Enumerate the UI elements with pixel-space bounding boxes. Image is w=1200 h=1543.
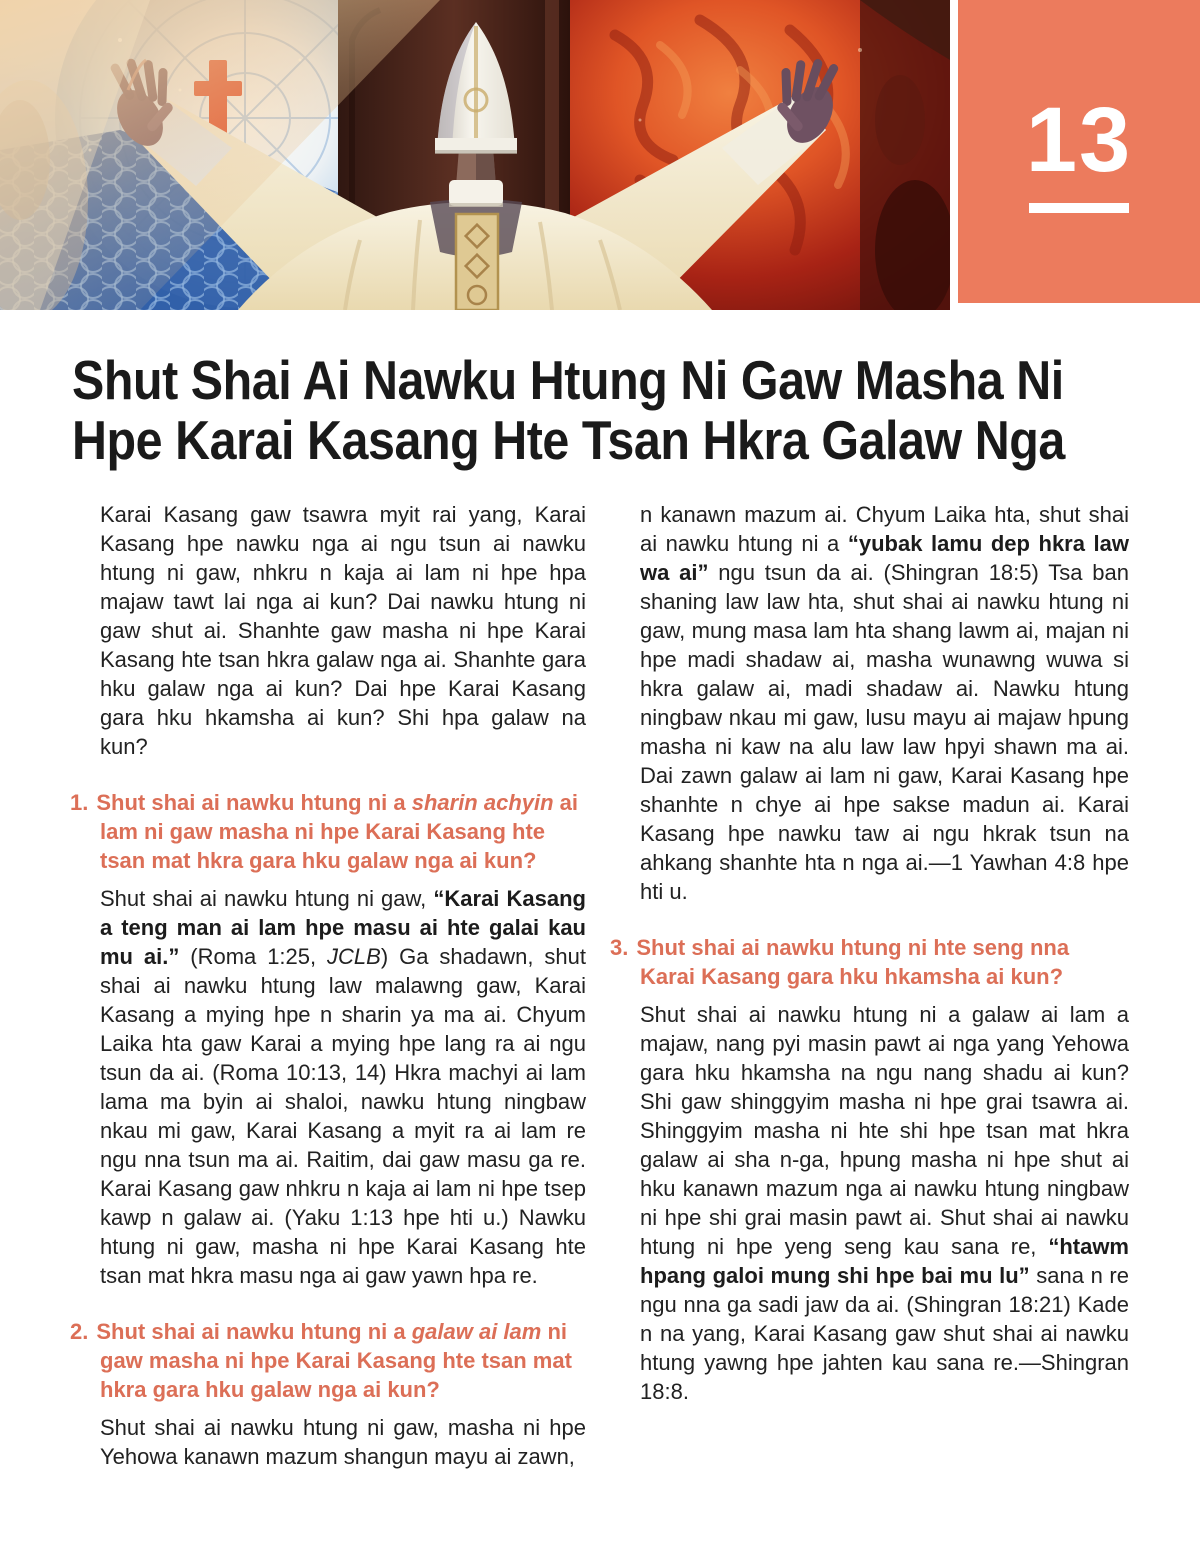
- hero-image: [0, 0, 950, 310]
- paragraph-1-text-2: (Roma 1:25,: [179, 944, 328, 969]
- chapter-number-badge: [958, 0, 1200, 303]
- paragraph-2: [100, 1413, 586, 1471]
- question-1-italic: sharin achyin: [411, 790, 554, 815]
- paragraph-3-text-2: ngu tsun da ai. (Shingran 18:5) Tsa ban shaning law law hta, shut shai ai nawku htung ni gaw, mung masa lam hta shang lawm ai, majan ni hpe madi shadaw ai, masha wunawng wuwa si hkra galaw ai, madi shadaw ai. Nawku htung ningbaw nkau mi gaw, lusu mayu ai majaw hpung masha ni kaw na alu law law hpyi shawn ma ai. Dai zawn galaw ai lam ni gaw, Karai Kasang hpe shanhte n chye ai hpe sakse madun ai. Karai Kasang hpe nawku taw ai ngu hkrak tsun na ahkang shanhte hta n nga ai.—1 Yawhan 4:8 hpe hti u.: [640, 560, 1129, 904]
- paragraph-4: [640, 1000, 1129, 1406]
- question-1-text-cont: ai lam ni gaw masha ni hpe Karai Kasang hte tsan mat hkra gara hku galaw nga ai kun?: [100, 790, 579, 873]
- chapter-number-underline: [1029, 203, 1129, 213]
- question-3: [610, 933, 1129, 991]
- paragraph-4-scripture-quote: “htawm hpang galoi mung shi hpe bai mu lu”: [640, 1234, 1129, 1288]
- paragraph-3-scripture-quote: “yubak lamu dep hkra law wa ai”: [640, 531, 1129, 585]
- question-3-number: 3.: [610, 935, 629, 960]
- question-2-text-cont: ni gaw masha ni hpe Karai Kasang hte tsan mat hkra gara hku galaw nga ai kun?: [100, 1319, 572, 1402]
- hero-image-scene: [0, 0, 950, 310]
- question-3-text: Shut shai ai nawku htung ni hte seng nna Karai Kasang gara hku hkamsha ai kun?: [636, 935, 1070, 989]
- paragraph-3: [640, 500, 1129, 906]
- chapter-number: 13: [1025, 89, 1133, 191]
- paragraph-1-text-3: ) Ga shadawn, shut shai ai nawku htung law malawng gaw, Karai Kasang a mying hpe n sharin ya ma ai. Chyum Laika hta gaw Karai a mying hpe lang ra ai ngu tsun da ai. (Roma 10:13, 14) Hkra machyi ai lam lama ma byin ai shaloi, nawku htung ningbaw nkau mi gaw, Karai Kasang a myit ra ai lam re ngu nna tsun ma ai. Raitim, dai gaw masu ga re. Karai Kasang gaw nhkru n kaja ai lam ni hpe tsep kawp n galaw ai. (Yaku 1:13 hpe hti u.) Nawku htung ni gaw, masha ni hpe Karai Kasang hte tsan mat hkra masu nga ai gaw yawn hpa re.: [100, 944, 586, 1288]
- paragraph-4-text-2: sana n re ngu nna ga sadi jaw da ai. (Shingran 18:21) Kade n na yang, Karai Kasang gaw shut shai ai nawku htung yawng hpe jahten kau sana re.—Shingran 18:8.: [640, 1263, 1129, 1404]
- question-2-number: 2.: [70, 1319, 89, 1344]
- paragraph-2-text: Shut shai ai nawku htung ni gaw, masha ni hpe Yehowa kanawn mazum shangun mayu ai zawn,: [100, 1415, 586, 1469]
- question-1-text: Shut shai ai nawku htung ni a: [96, 790, 412, 815]
- paragraph-3-text: n kanawn mazum ai. Chyum Laika hta, shut shai ai nawku htung ni a: [640, 502, 1129, 556]
- right-column: [610, 500, 1129, 1406]
- left-column: [70, 500, 586, 1471]
- paragraph-1: [100, 884, 586, 1290]
- intro-text: Karai Kasang gaw tsawra myit rai yang, Karai Kasang hpe nawku nga ai ngu tsun ai nawku htung ni gaw, nhkru n kaja ai lam ni hpe hpa majaw tawt lai nga ai kun? Dai nawku htung ni gaw shut ai. Shanhte gaw masha ni hpe Karai Kasang hte tsan hkra galaw nga ai. Shanhte gara hku galaw nga ai kun? Dai hpe Karai Kasang gara hku hkamsha ai kun? Shi hpa galaw na kun?: [100, 502, 586, 759]
- question-2-text: Shut shai ai nawku htung ni a: [96, 1319, 412, 1344]
- question-1-number: 1.: [70, 790, 89, 815]
- question-2: [70, 1317, 586, 1404]
- paragraph-4-text: Shut shai ai nawku htung ni a galaw ai lam a majaw, nang pyi masin pawt ai nga yang Yehowa gara hku hkamsha na ngu nang shadu ai kun? Shi gaw shinggyim masha ni hpe grai tsawra ai. Shinggyim masha ni hte shi hpe tsan mat hkra galaw ai sha n-ga, hpung masha ni hpe shut ai hku kanawn mazum nga ai nawku htung ningbaw ni hpe shi grai masin pawt ai. Shut shai ai nawku htung ni hpe yeng seng kau sana re,: [640, 1002, 1129, 1259]
- question-1: [70, 788, 586, 875]
- paragraph-1-scripture-quote: “Karai Kasang a teng man ai lam hpe masu ai hte galai kau mu ai.”: [100, 886, 586, 969]
- paragraph-1-text: Shut shai ai nawku htung ni gaw,: [100, 886, 434, 911]
- page-title: [72, 350, 1065, 470]
- title-line-1: Shut Shai Ai Nawku Htung Ni Gaw Masha Ni: [72, 349, 1064, 411]
- paragraph-1-bible-abbr: JCLB: [327, 944, 381, 969]
- title-line-2: Hpe Karai Kasang Hte Tsan Hkra Galaw Nga: [72, 409, 1065, 471]
- intro-paragraph: [100, 500, 586, 761]
- question-2-italic: galaw ai lam: [411, 1319, 542, 1344]
